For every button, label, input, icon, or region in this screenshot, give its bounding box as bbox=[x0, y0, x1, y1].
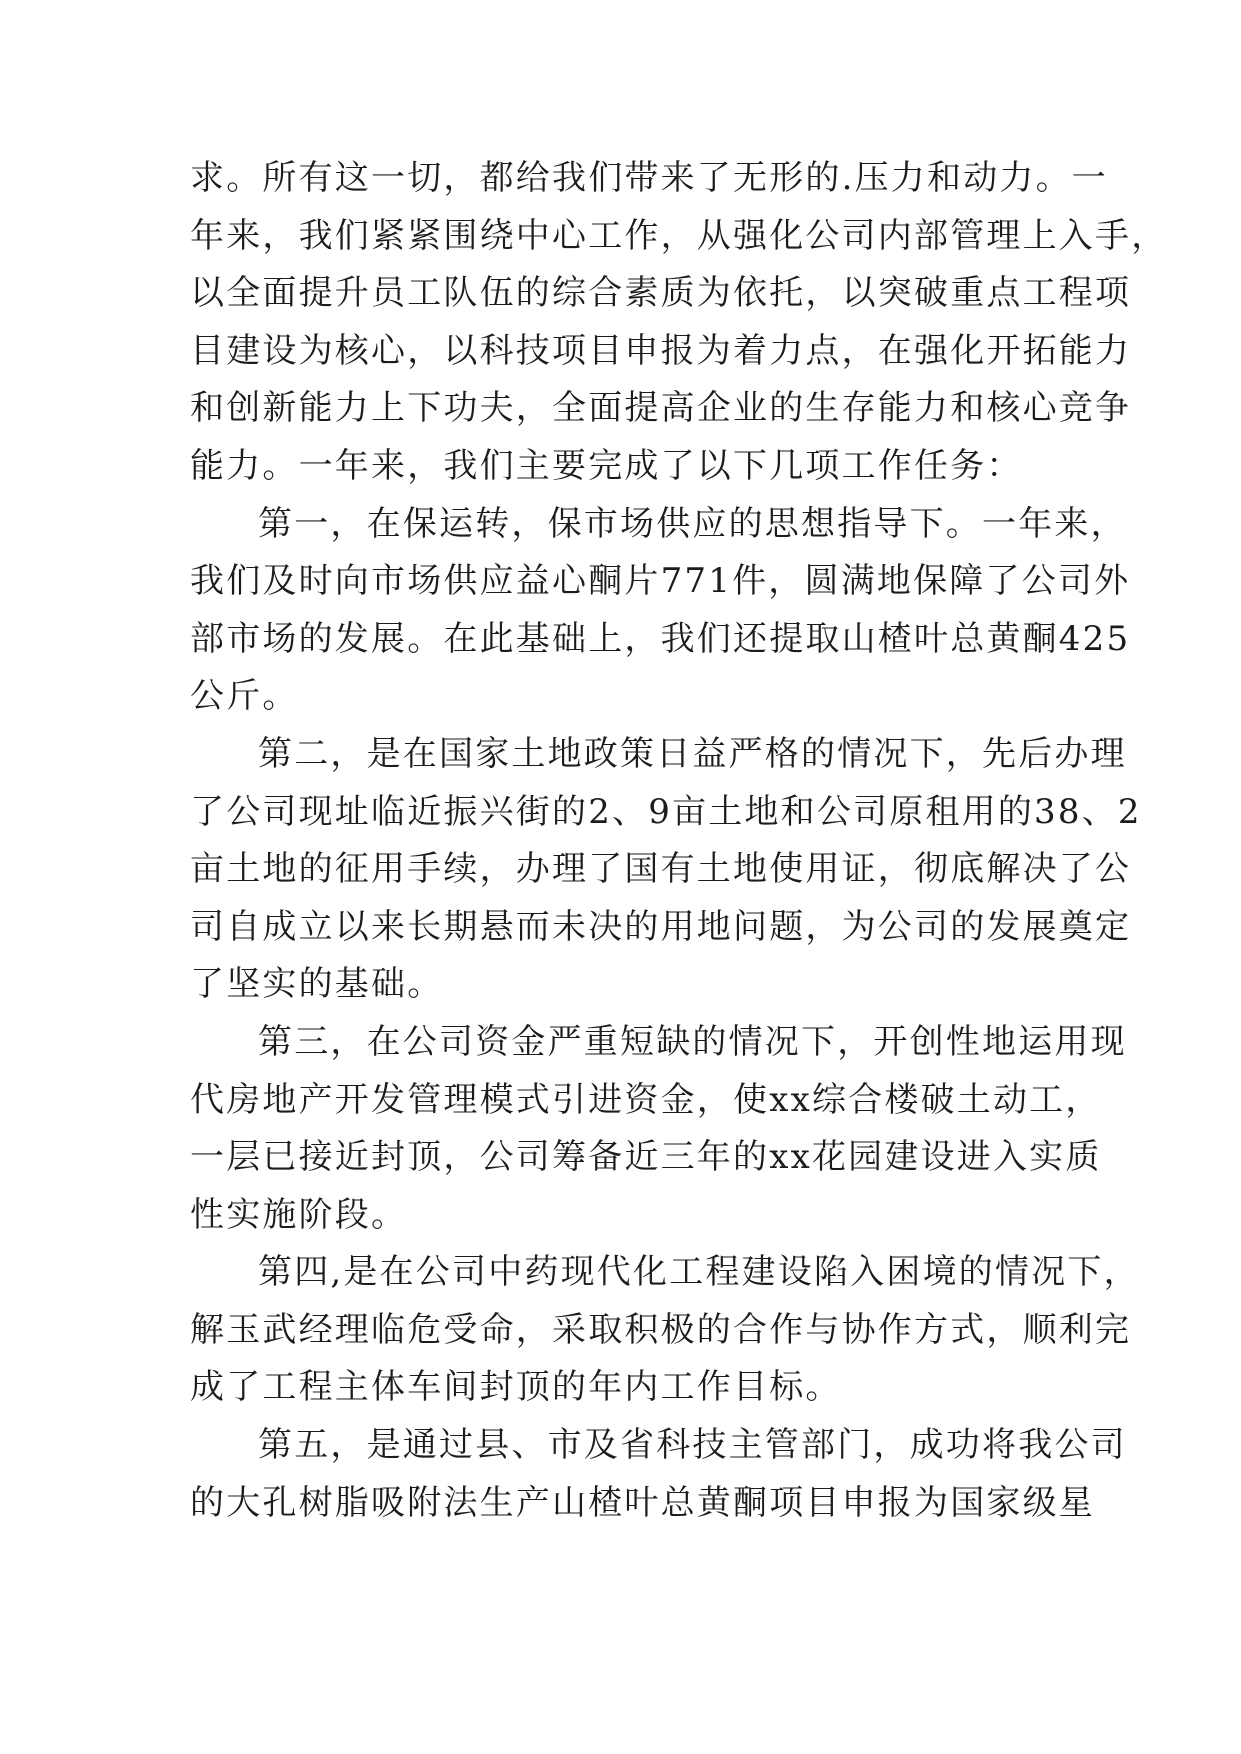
text-line: 年来，我们紧紧围绕中心工作，从强化公司内部管理上入手， bbox=[190, 215, 1168, 256]
text-line: 成了工程主体车间封顶的年内工作目标。 bbox=[190, 1367, 842, 1408]
text-line: 和创新能力上下功夫，全面提高企业的生存能力和核心竞争 bbox=[190, 388, 1132, 429]
text-line: 的大孔树脂吸附法生产山楂叶总黄酮项目申报为国家级星 bbox=[190, 1482, 1095, 1523]
text-line: 性实施阶段。 bbox=[190, 1194, 408, 1235]
text-line: 求。所有这一切，都给我们带来了无形的.压力和动力。一 bbox=[190, 158, 1109, 198]
text-line: 了坚实的基础。 bbox=[190, 964, 444, 1005]
text-line: 第四,是在公司中药现代化工程建设陷入困境的情况下， bbox=[258, 1252, 1140, 1293]
text-line: 公斤。 bbox=[190, 676, 299, 717]
text-line: 目建设为核心，以科技项目申报为着力点，在强化开拓能力 bbox=[190, 330, 1132, 371]
text-line: 我们及时向市场供应益心酮片771件，圆满地保障了公司外 bbox=[190, 561, 1131, 602]
text-line: 部市场的发展。在此基础上，我们还提取山楂叶总黄酮425 bbox=[190, 618, 1131, 659]
text-line: 了公司现址临近振兴街的2、9亩土地和公司原租用的38、2 bbox=[190, 791, 1142, 832]
text-line: 以全面提升员工队伍的综合素质为依托，以突破重点工程项 bbox=[190, 273, 1132, 314]
text-line: 第五，是通过县、市及省科技主管部门，成功将我公司 bbox=[258, 1425, 1127, 1466]
text-line: 能力。一年来，我们主要完成了以下几项工作任务： bbox=[190, 445, 1023, 486]
text-line: 亩土地的征用手续，办理了国有土地使用证，彻底解决了公 bbox=[190, 849, 1132, 890]
document-body bbox=[190, 150, 1168, 1532]
text-line: 司自成立以来长期悬而未决的用地问题，为公司的发展奠定 bbox=[190, 906, 1132, 947]
text-line: 第三，在公司资金严重短缺的情况下，开创性地运用现 bbox=[258, 1021, 1127, 1062]
text-line: 第二，是在国家土地政策日益严格的情况下，先后办理 bbox=[258, 733, 1127, 774]
text-line: 一层已接近封顶，公司筹备近三年的xx花园建设进入实质 bbox=[190, 1137, 1102, 1178]
text-line: 第一，在保运转，保市场供应的思想指导下。一年来， bbox=[258, 503, 1127, 544]
text-line: 代房地产开发管理模式引进资金，使xx综合楼破土动工， bbox=[190, 1079, 1102, 1120]
text-line: 解玉武经理临危受命，采取积极的合作与协作方式，顺利完 bbox=[190, 1309, 1132, 1350]
